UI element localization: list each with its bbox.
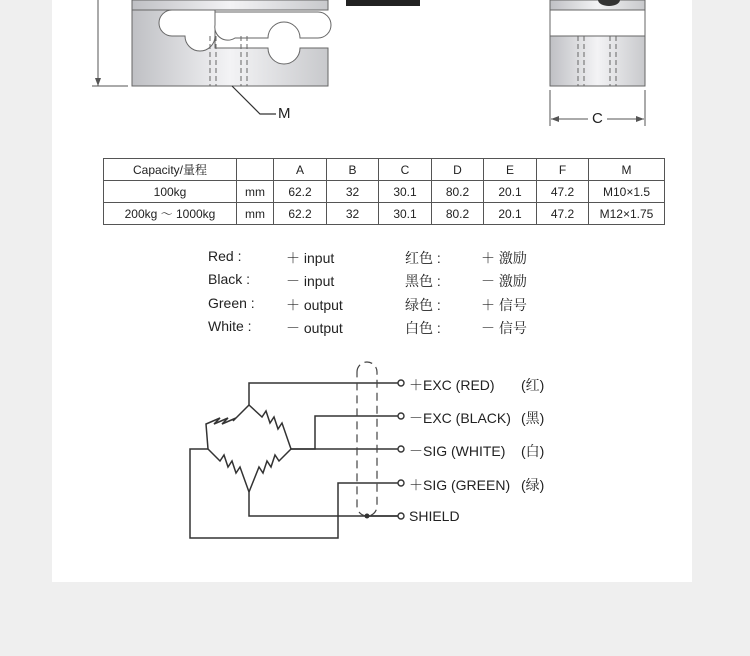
table-cell: mm [237,203,274,225]
side-view-slot [550,10,645,36]
wire-signal: ＋ output [286,296,343,313]
label-c: C [592,110,603,127]
table-cell: 20.1 [484,181,537,203]
cable [346,0,420,6]
header-capacity: Capacity/量程 [104,159,237,181]
wire-color: White : [208,317,252,334]
table-cell: 47.2 [537,203,589,225]
header-d: D [432,159,484,181]
table-cell: 20.1 [484,203,537,225]
wire-signal: ＋ input [286,250,335,266]
wire-color-cn: 绿色 : [405,296,441,313]
table-row [104,203,665,225]
terminal-label-cn: (红) [521,377,545,393]
wire-signal-cn: － 激励 [481,273,527,290]
terminal-label: SHIELD [409,508,460,524]
wire-color-cn: 白色 : [405,319,441,336]
wire-signal: － output [286,319,343,336]
table-cell: 80.2 [432,181,484,203]
table-cell: 47.2 [537,181,589,203]
table-cell: 30.1 [379,203,432,225]
mechanical-drawing [0,0,750,150]
label-m: M [278,105,291,122]
sbeam-slot-right [215,12,331,40]
table-cell: 80.2 [432,203,484,225]
m-leader-line [232,86,276,114]
terminal-label: －SIG (WHITE) [409,443,506,459]
table-header-row [104,159,665,181]
table-cell: 200kg ～ 1000kg [104,203,237,225]
terminal-label: ＋EXC (RED) [409,377,495,393]
header-b: B [327,159,379,181]
wire-color-cn: 红色 : [405,250,441,266]
table-cell: 32 [327,181,379,203]
table-row [104,181,665,203]
wire-signal: － input [286,273,335,290]
table-cell: 30.1 [379,181,432,203]
wire-color: Red : [208,248,242,264]
wire-color: Black : [208,271,251,288]
terminal-label-cn: (绿) [521,477,545,493]
header-c: C [379,159,432,181]
terminal-label-cn: (黑) [521,410,545,426]
table-cell: mm [237,181,274,203]
wire-signal-cn: － 信号 [481,319,527,336]
table-cell: M10×1.5 [589,181,665,203]
terminal-label-cn: (白) [521,443,545,459]
header-e: E [484,159,537,181]
spec-table [103,158,665,225]
wire-signal-cn: ＋ 信号 [481,296,527,313]
header-unit [237,159,274,181]
wire-signal-cn: ＋ 激励 [481,250,527,266]
table-cell: 62.2 [274,181,327,203]
terminal-label: －EXC (BLACK) [409,410,511,426]
header-m: M [589,159,665,181]
wire-color: Green : [208,294,255,311]
table-cell: M12×1.75 [589,203,665,225]
header-a: A [274,159,327,181]
dimension-arrow-icon [636,116,644,122]
dimension-arrow-icon [551,116,559,122]
table-cell: 100kg [104,181,237,203]
table-cell: 32 [327,203,379,225]
dimension-arrow-icon [95,78,101,86]
wire-color-cn: 黑色 : [405,273,441,290]
sbeam-top [132,0,328,10]
header-f: F [537,159,589,181]
terminal-label: ＋SIG (GREEN) [409,477,511,493]
table-cell: 62.2 [274,203,327,225]
